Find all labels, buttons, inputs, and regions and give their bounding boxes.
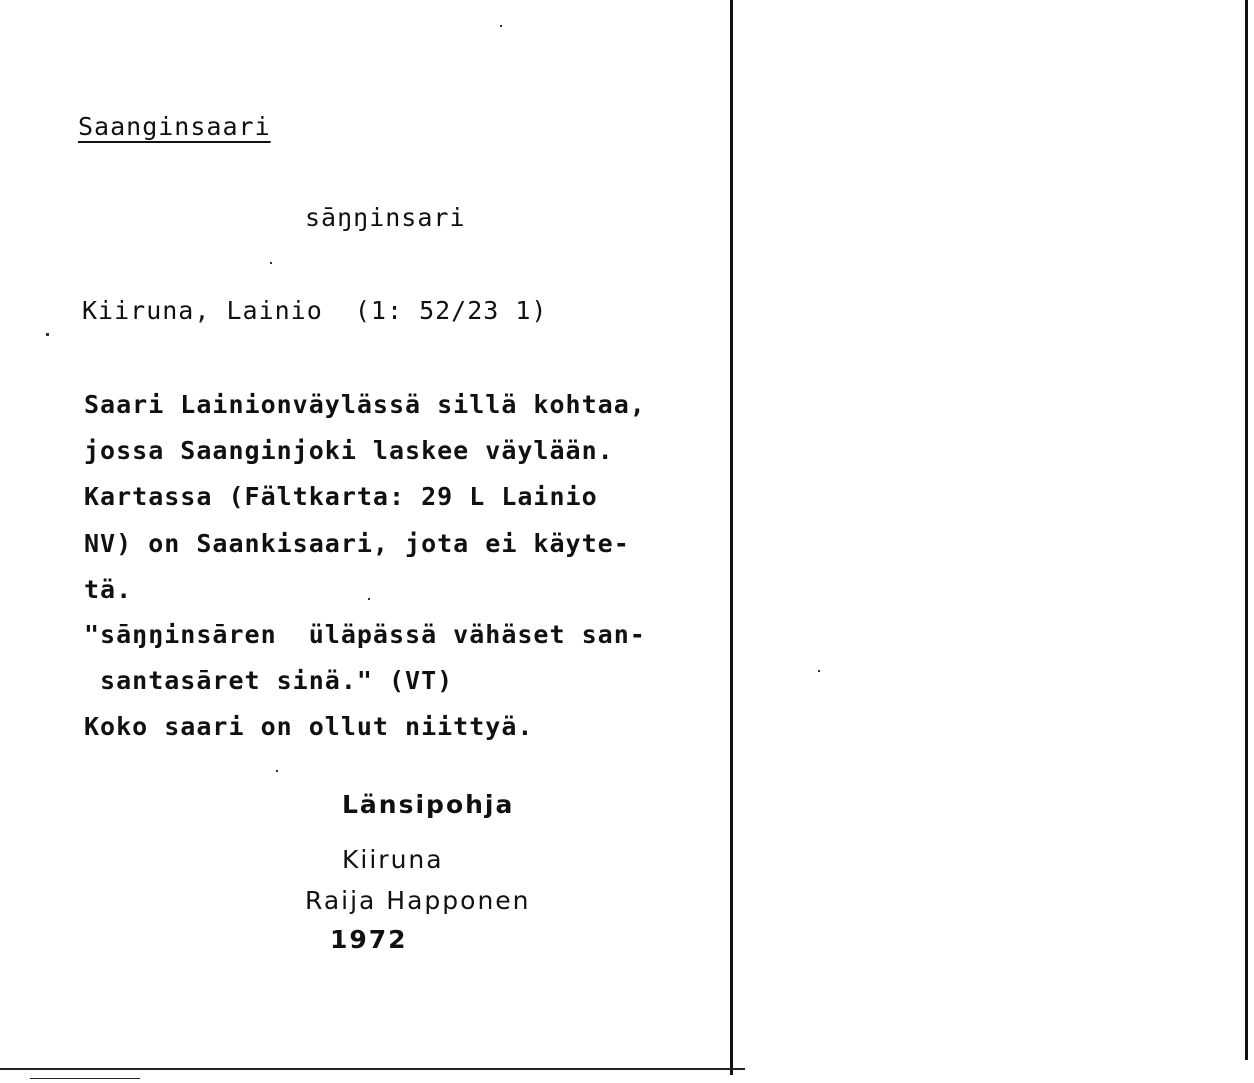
description-line: tä. [84,575,133,604]
page-right-edge [1245,0,1248,1060]
scan-speck [368,598,370,600]
scan-speck [500,25,502,27]
description-line: jossa Saanginjoki laskee väylään. [84,436,614,465]
scan-speck [46,333,49,336]
stamp-municipality: Kiiruna [342,845,444,874]
card-bottom-edge [0,1068,745,1070]
card-title: Saanginsaari [78,112,271,141]
quote-line: santasāret sinä." (VT) [84,666,454,695]
description-line: NV) on Saankisaari, jota ei käyte- [84,529,630,558]
scan-speck [270,262,272,264]
location-reference: Kiiruna, Lainio (1: 52/23 1) [82,296,548,325]
scan-speck [276,770,278,772]
description-line: Saari Lainionväylässä sillä kohtaa, [84,390,646,419]
scan-speck [818,670,820,672]
note-line: Koko saari on ollut niittyä. [84,712,534,741]
description-line: Kartassa (Fältkarta: 29 L Lainio [84,482,598,511]
card-right-edge [730,0,733,1075]
stamp-collector: Raija Happonen [305,886,531,915]
phonetic-form: sāŋŋinsari [305,203,466,232]
stamp-year: 1972 [330,925,408,954]
quote-line: "sāŋŋinsāren üläpässä vähäset san- [84,620,646,649]
scan-artifact-line [30,1078,140,1079]
stamp-region: Länsipohja [342,790,515,819]
